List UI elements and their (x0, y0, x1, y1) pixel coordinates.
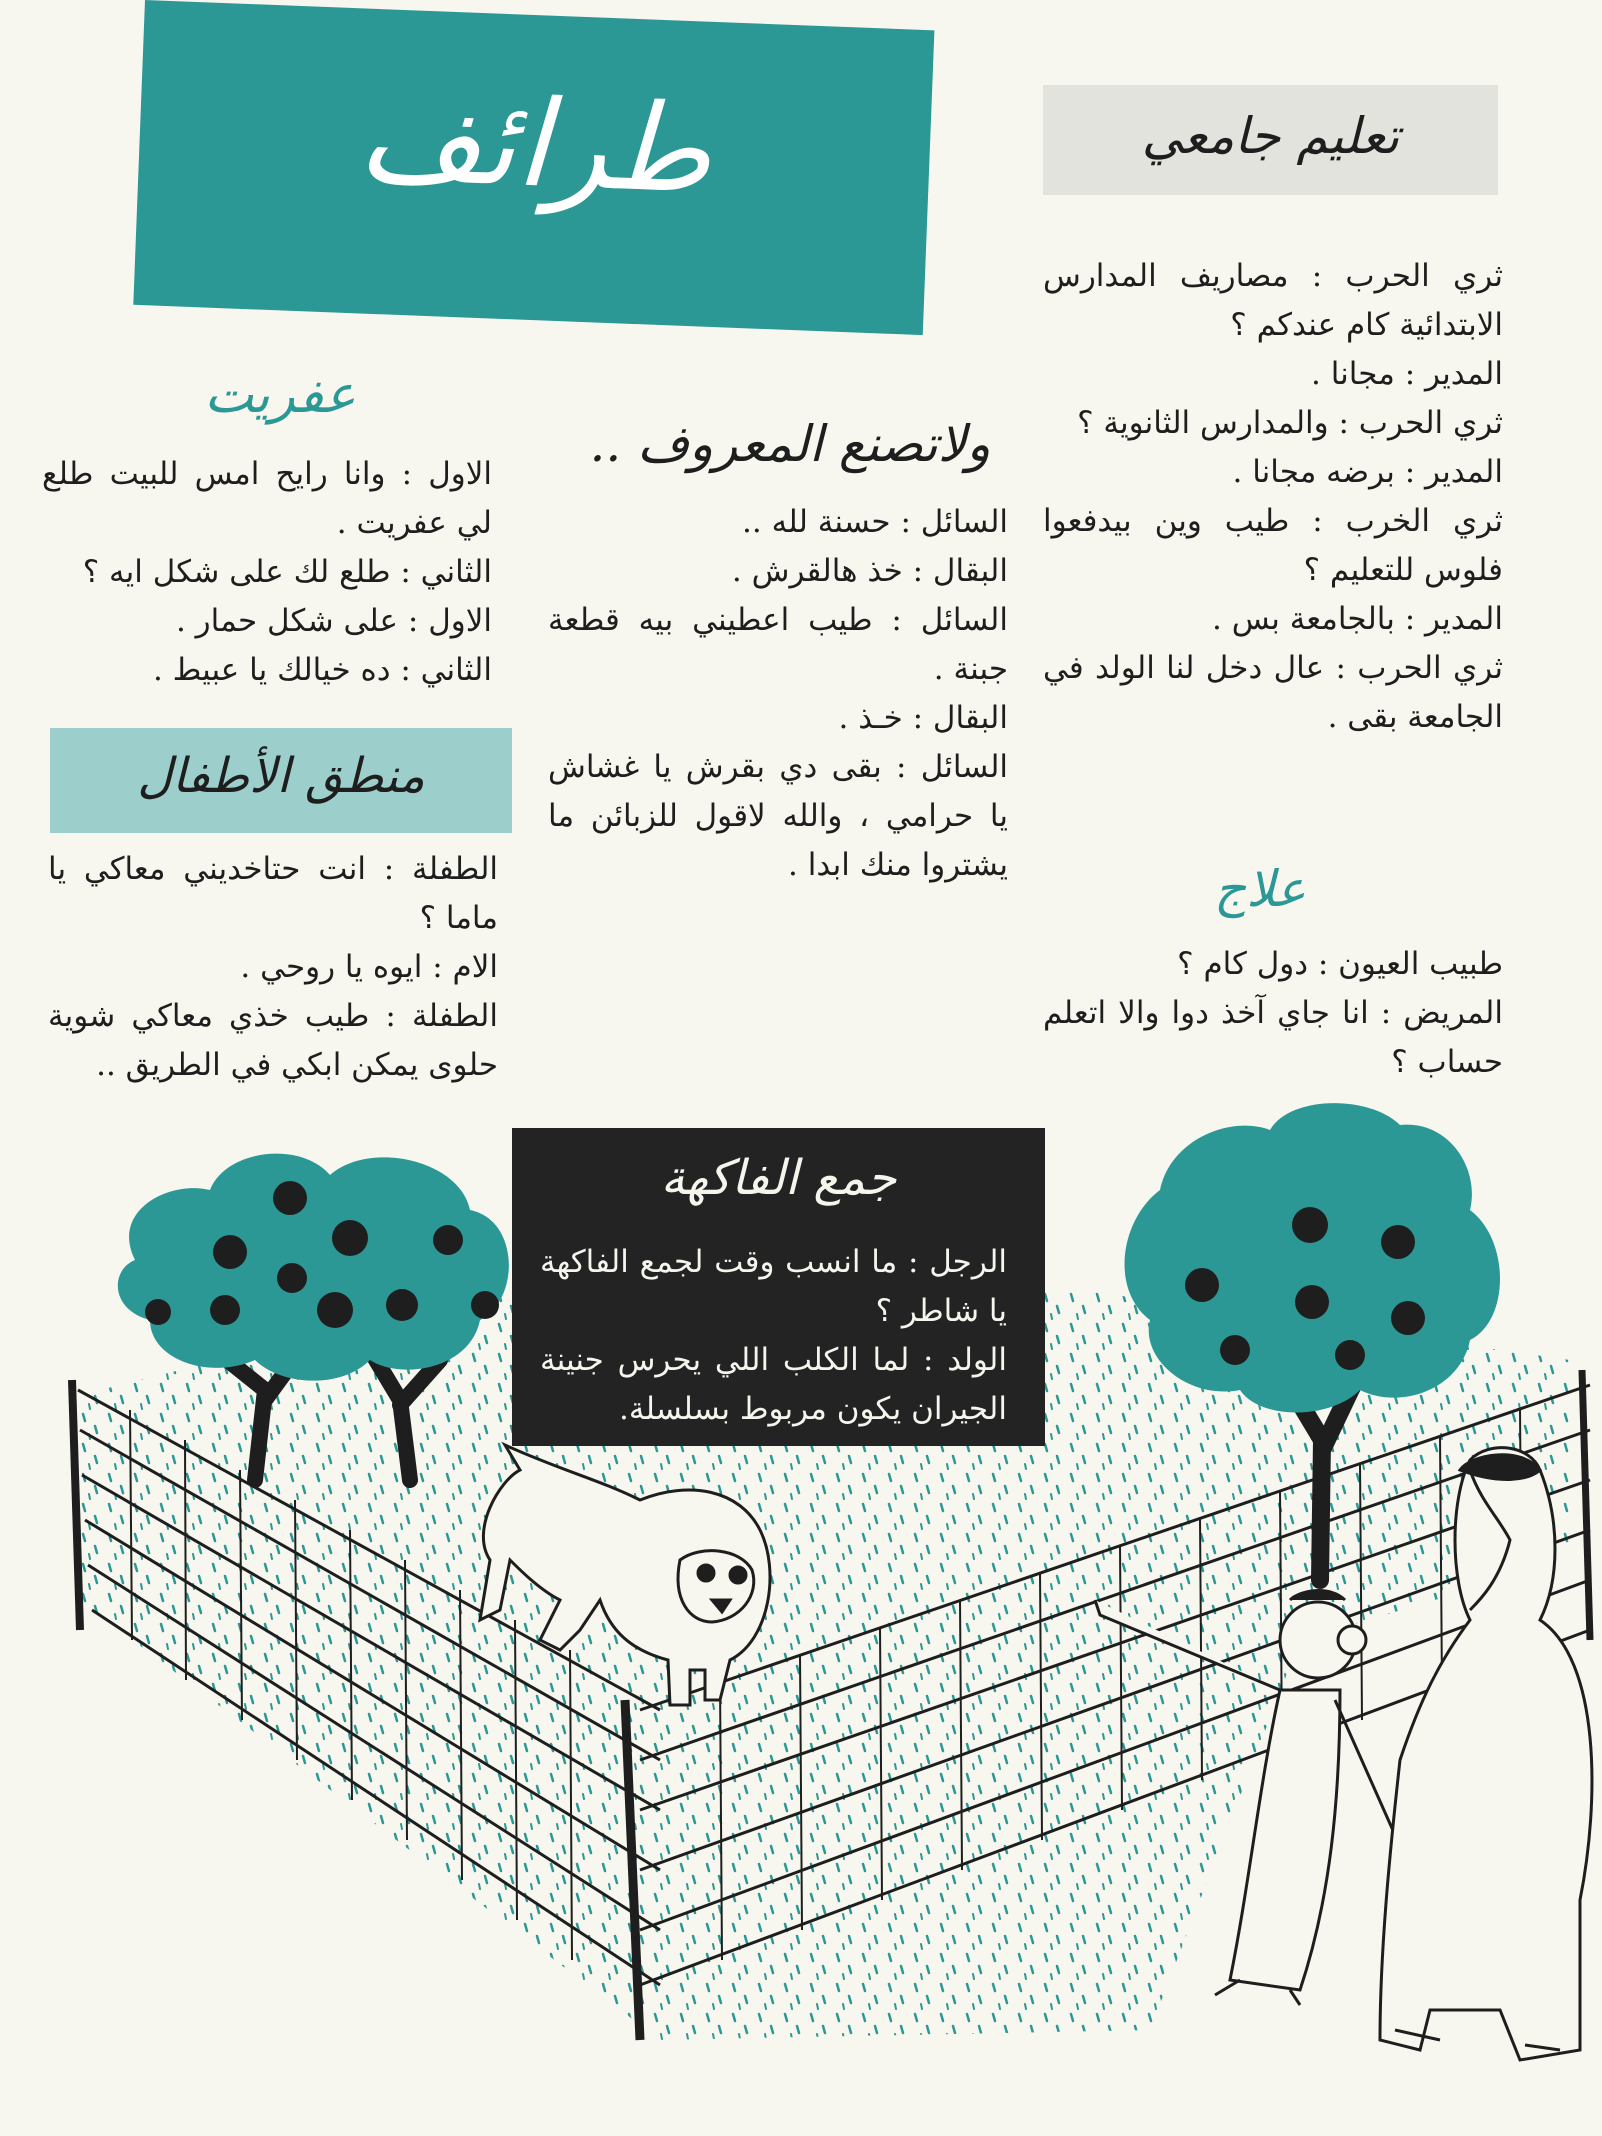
dialogue-line: الطفلة : طيب خذي معاكي شوية حلوى يمكن ابكي في الطريق .. (48, 998, 498, 1083)
dialogue-line: المدير : برضه مجانا . (1232, 454, 1503, 490)
dialogue-line: الاول : وانا رايح امس للبيت طلع لي عفريت . (42, 456, 492, 541)
dialogue-line: الثاني : ده خيالك يا عبيط . (152, 652, 492, 688)
kids-heading: منطق الأطفال (137, 748, 425, 804)
afreet-heading: عفريت (204, 365, 356, 425)
dialogue-line: ثري الحرب : والمدارس الثانوية ؟ (1077, 405, 1503, 441)
dialogue-line: الاول : على شكل حمار . (175, 603, 492, 639)
fruit-box (512, 1128, 1045, 1446)
fruit-text (540, 1238, 1007, 1434)
dialogue-line: المدير : بالجامعة بس . (1211, 601, 1503, 637)
dialogue-line: السائل : حسنة لله .. (742, 504, 1008, 540)
dialogue-line: الرجل : ما انسب وقت لجمع الفاكهة يا شاطر ؟ (540, 1244, 1007, 1329)
dialogue-line: السائل : بقى دي بقرش يا غشاش يا حرامي ، والله لاقول للزبائن ما يشتروا منك ابدا . (548, 749, 1008, 883)
dialogue-line: الطفلة : انت حتاخديني معاكي يا ماما ؟ (48, 851, 498, 936)
treatment-heading: علاج (1214, 860, 1306, 918)
dialogue-line: البقال : خذ هالقرش . (731, 553, 1008, 589)
favor-heading: ولاتصنع المعروف .. (589, 415, 991, 473)
dialogue-line: الام : ايوه يا روحي . (240, 949, 498, 985)
dialogue-line: الثاني : طلع لك على شكل ايه ؟ (82, 554, 492, 590)
dialogue-line: طبيب العيون : دول كام ؟ (1177, 946, 1503, 982)
dialogue-line: المدير : مجانا . (1311, 356, 1503, 392)
dialogue-line: السائل : طيب اعطيني بيه قطعة جبنة . (548, 602, 1008, 687)
university-heading: تعليم جامعي (1141, 107, 1400, 165)
dialogue-line: ثري الحرب : مصاريف المدارس الابتدائية كام عندكم ؟ (1043, 258, 1503, 343)
page-title: طرائف (355, 68, 714, 221)
dialogue-line: ثري الخرب : طيب وين بيدفعوا فلوس للتعليم ؟ (1043, 503, 1503, 588)
dialogue-line: ثري الحرب : عال دخل لنا الولد في الجامعة بقى . (1043, 650, 1503, 735)
dialogue-line: الولد : لما الكلب اللي يحرس جنينة الجيران يكون مربوط بسلسلة. (540, 1342, 1007, 1427)
fruit-heading: جمع الفاكهة (660, 1150, 897, 1206)
dialogue-line: البقال : خـذ . (838, 700, 1008, 736)
dialogue-line: المريض : انا جاي آخذ دوا والا اتعلم حساب ؟ (1043, 995, 1503, 1080)
